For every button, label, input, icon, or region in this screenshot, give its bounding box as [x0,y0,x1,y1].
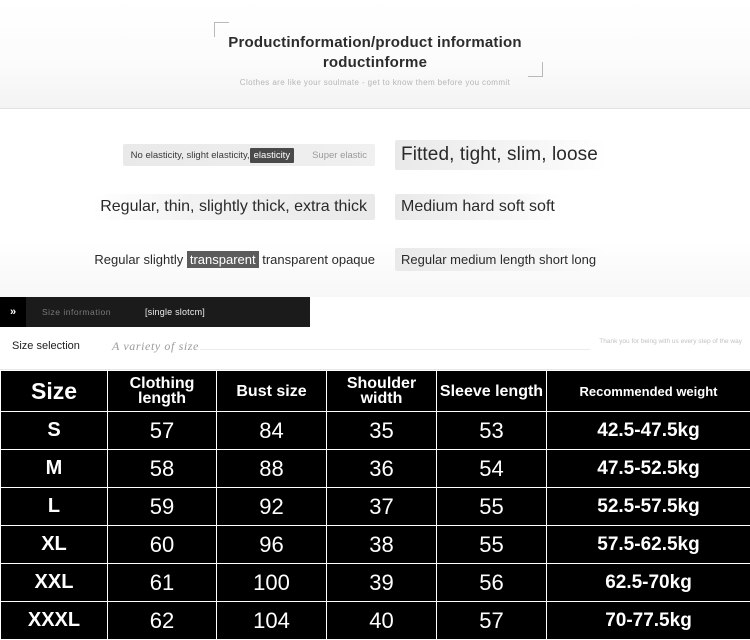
cell-bust-size: 104 [217,602,327,640]
cell-clothing-length: 61 [108,564,217,602]
table-row [1,450,750,488]
attribute-left-thickness [0,194,385,220]
attribute-left-elasticity [0,144,385,166]
cell-shoulder-width: 40 [327,602,437,640]
size-selection-divider [200,349,590,350]
table-header-row [1,371,750,412]
cell-bust-size: 88 [217,450,327,488]
cell-recommended-weight: 52.5-57.5kg [547,488,750,526]
cell-bust-size: 100 [217,564,327,602]
attribute-row-elasticity [0,129,750,181]
elasticity-pill[interactable] [123,144,375,166]
attribute-right-length [385,248,750,271]
cell-sleeve-length: 55 [437,488,547,526]
cell-recommended-weight: 57.5-62.5kg [547,526,750,564]
size-information-bar [0,297,310,327]
page-title-line1: Productinformation/product information [0,33,750,53]
size-information-unit: [single slotcm] [145,307,205,317]
attributes-section [0,109,750,297]
table-row [1,564,750,602]
page-title [0,33,750,73]
size-information-label: Size information [42,307,111,317]
column-header-size: Size [1,371,108,412]
page-subtitle: Clothes are like your soulmate - get to know them before you commit [0,78,750,87]
elasticity-prefix-label: No elasticity, slight elasticity, [131,150,250,161]
cell-size: XL [1,526,108,564]
elasticity-selected-value[interactable]: elasticity [250,148,294,163]
transparency-options-label [94,252,375,267]
cell-size: L [1,488,108,526]
cell-recommended-weight: 42.5-47.5kg [547,412,750,450]
thickness-options-label: Regular, thin, slightly thick, extra thick [92,194,375,220]
column-header-sleeve-length: Sleeve length [437,371,547,412]
size-selection-strip [0,327,750,370]
cell-shoulder-width: 39 [327,564,437,602]
size-selection-note: Thank you for being with us every step of the way [592,337,742,346]
cell-sleeve-length: 57 [437,602,547,640]
column-header-shoulder-width: Shoulder width [327,371,437,412]
transparency-selected-value[interactable]: transparent [187,251,259,268]
product-information-header [0,0,750,109]
cell-recommended-weight: 62.5-70kg [547,564,750,602]
length-options-label: Regular medium length short long [395,248,604,271]
cell-sleeve-length: 56 [437,564,547,602]
cell-bust-size: 84 [217,412,327,450]
cell-shoulder-width: 35 [327,412,437,450]
cell-clothing-length: 60 [108,526,217,564]
attribute-right-hardness [385,194,750,220]
cell-shoulder-width: 36 [327,450,437,488]
cell-clothing-length: 59 [108,488,217,526]
page-title-line2: roductinforme [0,53,750,73]
cell-clothing-length: 57 [108,412,217,450]
hardness-options-label: Medium hard soft soft [395,194,563,220]
attribute-right-fit [385,140,750,170]
attribute-row-transparency [0,233,750,285]
column-header-bust-size: Bust size [217,371,327,412]
cell-size: M [1,450,108,488]
column-header-clothing-length: Clothing length [108,371,217,412]
size-chart-table [0,370,750,640]
column-header-recommended-weight: Recommended weight [547,371,750,412]
attribute-row-thickness [0,181,750,233]
size-selection-title: Size selection [12,340,80,352]
transparency-suffix-label: transparent opaque [259,252,375,267]
cell-sleeve-length: 54 [437,450,547,488]
attribute-left-transparency [0,252,385,267]
cell-shoulder-width: 38 [327,526,437,564]
transparency-prefix-label: Regular slightly [94,252,187,267]
cell-size: XXL [1,564,108,602]
cell-recommended-weight: 47.5-52.5kg [547,450,750,488]
fit-options-label: Fitted, tight, slim, loose [395,140,606,170]
elasticity-super-elastic-label: Super elastic [312,150,367,161]
cell-clothing-length: 62 [108,602,217,640]
table-row [1,602,750,640]
cell-bust-size: 92 [217,488,327,526]
table-row [1,488,750,526]
cell-size: XXXL [1,602,108,640]
table-row [1,412,750,450]
size-information-bar-wrapper [0,297,750,327]
double-chevron-right-icon: » [0,297,26,327]
size-selection-script-label: A variety of size [112,339,199,354]
cell-size: S [1,412,108,450]
cell-recommended-weight: 70-77.5kg [547,602,750,640]
cell-clothing-length: 58 [108,450,217,488]
cell-shoulder-width: 37 [327,488,437,526]
cell-sleeve-length: 55 [437,526,547,564]
table-row [1,526,750,564]
cell-bust-size: 96 [217,526,327,564]
cell-sleeve-length: 53 [437,412,547,450]
